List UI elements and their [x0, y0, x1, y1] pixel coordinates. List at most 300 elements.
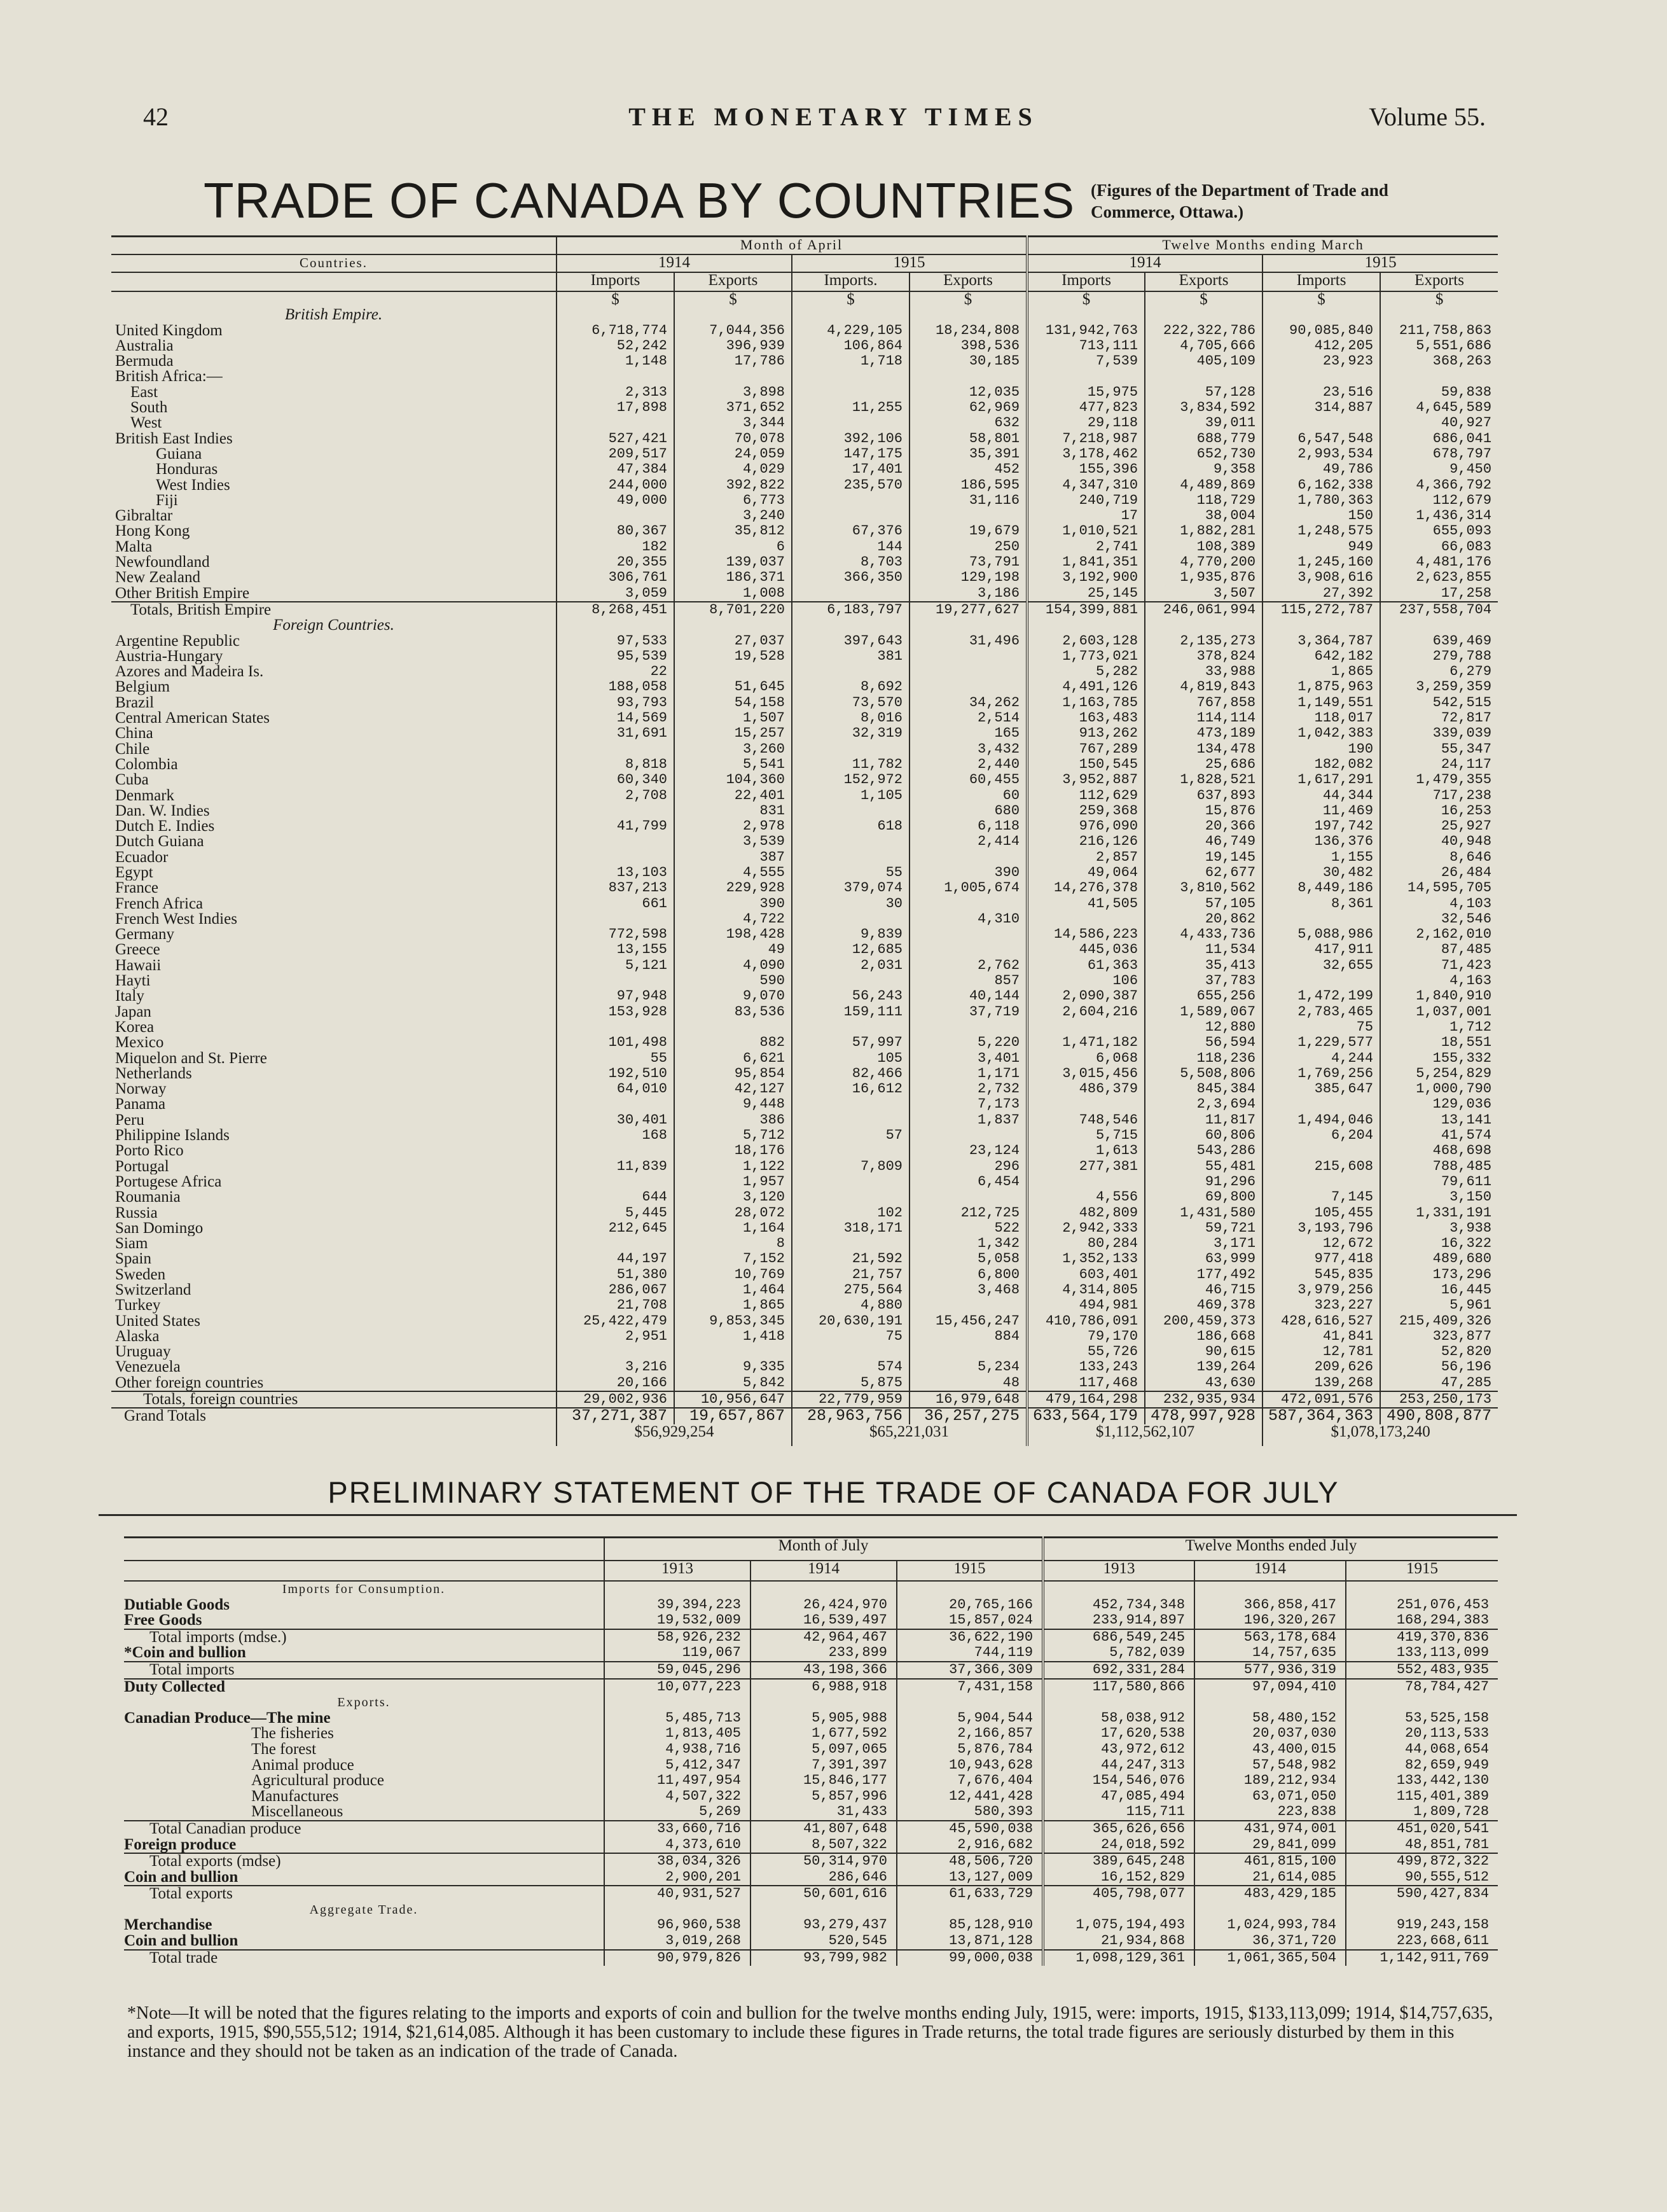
- value-cell: 55: [792, 865, 910, 880]
- value-cell: 40,948: [1380, 834, 1498, 849]
- value-cell: 7,044,356: [674, 323, 792, 338]
- value-cell: 767,858: [1145, 695, 1262, 711]
- section-row: [111, 618, 1498, 633]
- value-cell: 19,679: [910, 524, 1027, 539]
- value-cell: 655,093: [1380, 524, 1498, 539]
- value-cell: [910, 896, 1027, 912]
- country-name: Japan: [115, 1004, 151, 1020]
- value-cell: 57,105: [1145, 896, 1262, 912]
- value-cell: [1262, 369, 1380, 384]
- value-cell: 197,742: [1262, 819, 1380, 834]
- table-row: [111, 1344, 1498, 1360]
- value-cell: 1,010,521: [1027, 524, 1145, 539]
- value-cell: 29,841,099: [1194, 1837, 1346, 1854]
- value-cell: [674, 1344, 792, 1360]
- july-trade-table: [124, 1536, 1498, 1966]
- value-cell: 3,059: [557, 586, 674, 602]
- value-cell: 587,364,363: [1262, 1408, 1380, 1424]
- table-row: [111, 1128, 1498, 1143]
- value-cell: 139,037: [674, 555, 792, 570]
- value-cell: [910, 1190, 1027, 1205]
- table-row: [111, 323, 1498, 338]
- value-cell: 29,002,936: [557, 1391, 674, 1408]
- year-header: 1915: [792, 254, 1027, 272]
- value-cell: 55,726: [1027, 1344, 1145, 1360]
- value-cell: 16,322: [1380, 1236, 1498, 1251]
- value-cell: 286,646: [750, 1870, 897, 1886]
- value-cell: 379,074: [792, 880, 910, 896]
- value-cell: [792, 803, 910, 819]
- empty-cell: [1380, 618, 1498, 633]
- countries-header: [111, 237, 557, 255]
- value-cell: 246,061,994: [1145, 602, 1262, 618]
- value-cell: 5,058: [910, 1251, 1027, 1267]
- table-body: [111, 291, 1498, 1446]
- empty-cell: [1346, 1581, 1498, 1597]
- column-header: Imports: [1262, 272, 1380, 291]
- country-name: Roumania: [115, 1190, 181, 1206]
- value-cell: 61,633,729: [897, 1886, 1043, 1902]
- value-cell: 108,389: [1145, 539, 1262, 555]
- value-cell: 552,483,935: [1346, 1662, 1498, 1679]
- country-name: France: [115, 880, 159, 896]
- value-cell: 16,979,648: [910, 1391, 1027, 1408]
- value-cell: 314,887: [1262, 400, 1380, 415]
- country-name: Portugese Africa: [115, 1174, 222, 1190]
- value-cell: 5,269: [604, 1804, 750, 1821]
- value-cell: 5,875: [792, 1375, 910, 1391]
- value-cell: 188,058: [557, 679, 674, 695]
- value-cell: [557, 1020, 674, 1035]
- value-cell: 12,672: [1262, 1236, 1380, 1251]
- value-cell: 1,005,674: [910, 880, 1027, 896]
- running-header: [0, 102, 1667, 140]
- value-cell: 857: [910, 973, 1027, 989]
- empty-cell: [1043, 1902, 1194, 1918]
- value-cell: 131,942,763: [1027, 323, 1145, 338]
- value-cell: 95,854: [674, 1066, 792, 1082]
- value-cell: 36,371,720: [1194, 1933, 1346, 1950]
- value-cell: 2,135,273: [1145, 634, 1262, 649]
- value-cell: 1,164: [674, 1221, 792, 1236]
- table-row: [111, 354, 1498, 369]
- value-cell: 4,489,869: [1145, 478, 1262, 493]
- value-cell: 31,116: [910, 493, 1027, 508]
- value-cell: 1,037,001: [1380, 1005, 1498, 1020]
- value-cell: 6,118: [910, 819, 1027, 834]
- value-cell: 275,564: [792, 1283, 910, 1298]
- value-cell: 47,384: [557, 462, 674, 477]
- value-cell: 2,623,855: [1380, 570, 1498, 585]
- country-name: Dutch E. Indies: [115, 819, 215, 835]
- value-cell: 72,817: [1380, 711, 1498, 726]
- value-cell: 831: [674, 803, 792, 819]
- value-cell: [792, 1143, 910, 1158]
- value-cell: 20,355: [557, 555, 674, 570]
- empty-cell: [897, 1695, 1043, 1711]
- value-cell: 21,708: [557, 1298, 674, 1313]
- country-name: Argentine Republic: [115, 633, 240, 649]
- table-row: [111, 1082, 1498, 1097]
- value-cell: 445,036: [1027, 942, 1145, 957]
- value-cell: 494,981: [1027, 1298, 1145, 1313]
- table-row: [111, 742, 1498, 757]
- value-cell: 8,646: [1380, 850, 1498, 865]
- value-cell: 744,119: [897, 1645, 1043, 1662]
- value-cell: 2,604,216: [1027, 1005, 1145, 1020]
- value-cell: 603,401: [1027, 1267, 1145, 1283]
- currency-sign: $: [1380, 291, 1498, 307]
- value-cell: 17,401: [792, 462, 910, 477]
- value-cell: 845,384: [1145, 1082, 1262, 1097]
- value-cell: 13,141: [1380, 1113, 1498, 1128]
- value-cell: 12,441,428: [897, 1789, 1043, 1805]
- value-cell: 13,871,128: [897, 1933, 1043, 1950]
- value-cell: 44,068,654: [1346, 1742, 1498, 1758]
- value-cell: 251,076,453: [1346, 1597, 1498, 1613]
- country-name: Venezuela: [115, 1360, 181, 1375]
- value-cell: 4,090: [674, 958, 792, 973]
- value-cell: 692,331,284: [1043, 1662, 1194, 1679]
- country-name: French West Indies: [115, 911, 237, 928]
- column-header: Exports: [910, 272, 1027, 291]
- value-cell: 17,898: [557, 400, 674, 415]
- value-cell: 1,813,405: [604, 1726, 750, 1742]
- value-cell: [792, 1097, 910, 1112]
- value-cell: 1,105: [792, 788, 910, 803]
- table-row: [111, 1283, 1498, 1298]
- value-cell: 93,799,982: [750, 1950, 897, 1966]
- country-name: Dan. W. Indies: [115, 803, 210, 819]
- value-cell: 2,440: [910, 757, 1027, 772]
- value-cell: 686,549,245: [1043, 1629, 1194, 1646]
- value-cell: 23,516: [1262, 385, 1380, 400]
- value-cell: 20,630,191: [792, 1314, 910, 1329]
- value-cell: 41,807,648: [750, 1821, 897, 1837]
- row-label: Total imports (mdse.): [124, 1629, 604, 1646]
- row-label: Miscellaneous: [251, 1804, 343, 1821]
- value-cell: 9,335: [674, 1360, 792, 1375]
- table-row: [111, 1097, 1498, 1112]
- value-cell: 186,371: [674, 570, 792, 585]
- table-row: [124, 1711, 1498, 1727]
- value-cell: 60,806: [1145, 1128, 1262, 1143]
- value-cell: 47,285: [1380, 1375, 1498, 1391]
- empty-cell: [1346, 1695, 1498, 1711]
- value-cell: 4,163: [1380, 973, 1498, 989]
- value-cell: 396,939: [674, 338, 792, 354]
- value-cell: 11,534: [1145, 942, 1262, 957]
- value-cell: 4,029: [674, 462, 792, 477]
- value-cell: 5,220: [910, 1035, 1027, 1050]
- table-row: [124, 1679, 1498, 1695]
- value-cell: 378,824: [1145, 649, 1262, 664]
- section-heading: Imports for Consumption.: [282, 1582, 446, 1596]
- row-label: Coin and bullion: [124, 1869, 239, 1886]
- value-cell: 410,786,091: [1027, 1314, 1145, 1329]
- value-cell: 155,396: [1027, 462, 1145, 477]
- year-header: 1914: [557, 254, 792, 272]
- table-row: [111, 757, 1498, 772]
- value-cell: 11,817: [1145, 1113, 1262, 1128]
- country-name: San Domingo: [115, 1220, 204, 1237]
- value-cell: 5,445: [557, 1206, 674, 1221]
- table-row: [124, 1789, 1498, 1805]
- value-cell: 279,788: [1380, 649, 1498, 664]
- table-row: [111, 369, 1498, 384]
- value-cell: 69,800: [1145, 1190, 1262, 1205]
- value-cell: 21,614,085: [1194, 1870, 1346, 1886]
- value-cell: [792, 508, 910, 524]
- value-cell: 5,551,686: [1380, 338, 1498, 354]
- value-cell: 48,506,720: [897, 1853, 1043, 1870]
- value-cell: 4,507,322: [604, 1789, 750, 1805]
- value-cell: [910, 369, 1027, 384]
- currency-sign: $: [674, 291, 792, 307]
- table-row: [124, 1837, 1498, 1854]
- country-name: Panama: [115, 1097, 166, 1113]
- value-cell: 405,798,077: [1043, 1886, 1194, 1902]
- title-block: [204, 172, 1476, 242]
- value-cell: 8,703: [792, 555, 910, 570]
- value-cell: 2,090,387: [1027, 989, 1145, 1004]
- table-row: [111, 524, 1498, 539]
- value-cell: 192,510: [557, 1066, 674, 1082]
- country-name: Other British Empire: [115, 585, 250, 602]
- value-cell: 30,185: [910, 354, 1027, 369]
- value-cell: 134,478: [1145, 742, 1262, 757]
- value-cell: 4,103: [1380, 896, 1498, 912]
- value-cell: 1,718: [792, 354, 910, 369]
- value-cell: 412,205: [1262, 338, 1380, 354]
- value-cell: 27,037: [674, 634, 792, 649]
- value-cell: 5,857,996: [750, 1789, 897, 1805]
- value-cell: 25,145: [1027, 586, 1145, 602]
- value-cell: 39,394,223: [604, 1597, 750, 1613]
- value-cell: 520,545: [750, 1933, 897, 1950]
- value-cell: 212,645: [557, 1221, 674, 1236]
- value-cell: 2,951: [557, 1329, 674, 1344]
- row-label: Canadian Produce—The mine: [124, 1710, 331, 1727]
- country-name: Brazil: [115, 695, 155, 711]
- table-row: [111, 1267, 1498, 1283]
- value-cell: 6,183,797: [792, 602, 910, 618]
- value-cell: 4,819,843: [1145, 679, 1262, 695]
- value-cell: 2,708: [557, 788, 674, 803]
- value-cell: 4,366,792: [1380, 478, 1498, 493]
- empty-cell: [910, 618, 1027, 633]
- value-cell: 177,492: [1145, 1267, 1262, 1283]
- value-cell: 633,564,179: [1027, 1408, 1145, 1424]
- value-cell: 13,103: [557, 865, 674, 880]
- column-header: Exports: [1145, 272, 1262, 291]
- value-cell: 2,783,465: [1262, 1005, 1380, 1020]
- value-cell: 3,834,592: [1145, 400, 1262, 415]
- value-cell: 25,927: [1380, 819, 1498, 834]
- value-cell: 115,401,389: [1346, 1789, 1498, 1805]
- value-cell: 1,342: [910, 1236, 1027, 1251]
- value-cell: 8,016: [792, 711, 910, 726]
- value-cell: 499,872,322: [1346, 1853, 1498, 1870]
- value-cell: 1,431,580: [1145, 1206, 1262, 1221]
- value-cell: 580,393: [897, 1804, 1043, 1821]
- value-cell: 211,758,863: [1380, 323, 1498, 338]
- value-cell: 91,296: [1145, 1174, 1262, 1190]
- table-row: [111, 1314, 1498, 1329]
- value-cell: 30,482: [1262, 865, 1380, 880]
- value-cell: 6,279: [1380, 664, 1498, 679]
- value-cell: 105: [792, 1051, 910, 1066]
- value-cell: 468,698: [1380, 1143, 1498, 1158]
- value-cell: 58,926,232: [604, 1629, 750, 1646]
- table-row: [111, 539, 1498, 555]
- value-cell: 2,993,534: [1262, 447, 1380, 462]
- value-cell: 472,091,576: [1262, 1391, 1380, 1408]
- currency-sign: $: [1145, 291, 1262, 307]
- empty-cell: [1043, 1695, 1194, 1711]
- value-cell: 4,555: [674, 865, 792, 880]
- value-cell: 3,186: [910, 586, 1027, 602]
- value-cell: 2,162,010: [1380, 927, 1498, 942]
- value-cell: [1262, 1097, 1380, 1112]
- value-cell: 67,376: [792, 524, 910, 539]
- value-cell: 139,268: [1262, 1375, 1380, 1391]
- value-cell: [557, 803, 674, 819]
- value-cell: 80,367: [557, 524, 674, 539]
- table-row: [124, 1821, 1498, 1837]
- journal-title: THE MONETARY TIMES: [628, 102, 1039, 131]
- value-cell: 1,589,067: [1145, 1005, 1262, 1020]
- value-cell: 5,282: [1027, 664, 1145, 679]
- value-cell: 43,198,366: [750, 1662, 897, 1679]
- value-cell: 20,166: [557, 1375, 674, 1391]
- country-name: Italy: [115, 989, 144, 1005]
- value-cell: 3,344: [674, 415, 792, 431]
- value-cell: 35,391: [910, 447, 1027, 462]
- value-cell: 93,793: [557, 695, 674, 711]
- value-cell: [792, 742, 910, 757]
- table-row: [111, 1159, 1498, 1174]
- table-row: [111, 726, 1498, 741]
- value-cell: 37,366,309: [897, 1662, 1043, 1679]
- column-header: Exports: [1380, 272, 1498, 291]
- value-cell: [674, 1020, 792, 1035]
- value-cell: 6,204: [1262, 1128, 1380, 1143]
- value-cell: [792, 385, 910, 400]
- value-cell: 680: [910, 803, 1027, 819]
- column-header: Imports: [1027, 272, 1145, 291]
- value-cell: 8: [674, 1236, 792, 1251]
- section-row: [124, 1581, 1498, 1597]
- row-label: The forest: [251, 1741, 317, 1758]
- value-cell: 253,250,173: [1380, 1391, 1498, 1408]
- countries-header: [111, 272, 557, 291]
- value-cell: 913,262: [1027, 726, 1145, 741]
- value-cell: 97,094,410: [1194, 1679, 1346, 1695]
- value-cell: 3,120: [674, 1190, 792, 1205]
- value-cell: 43,400,015: [1194, 1742, 1346, 1758]
- value-cell: [792, 1190, 910, 1205]
- value-cell: 3,468: [910, 1283, 1027, 1298]
- value-cell: 73,791: [910, 555, 1027, 570]
- value-cell: 1,075,194,493: [1043, 1917, 1194, 1933]
- table-row: [111, 478, 1498, 493]
- value-cell: 788,485: [1380, 1159, 1498, 1174]
- currency-sign: $: [910, 291, 1027, 307]
- value-cell: 1,122: [674, 1159, 792, 1174]
- value-cell: [792, 1344, 910, 1360]
- value-cell: [557, 1344, 674, 1360]
- value-cell: 977,418: [1262, 1251, 1380, 1267]
- value-cell: 26,424,970: [750, 1597, 897, 1613]
- value-cell: 55,347: [1380, 742, 1498, 757]
- value-cell: 3,401: [910, 1051, 1027, 1066]
- value-cell: 1,780,363: [1262, 493, 1380, 508]
- value-cell: 4,645,589: [1380, 400, 1498, 415]
- value-cell: 71,423: [1380, 958, 1498, 973]
- value-cell: [792, 1113, 910, 1128]
- value-cell: 154,399,881: [1027, 602, 1145, 618]
- value-cell: 428,616,527: [1262, 1314, 1380, 1329]
- value-cell: 90,979,826: [604, 1950, 750, 1966]
- value-cell: 545,835: [1262, 1267, 1380, 1283]
- value-cell: 97,533: [557, 634, 674, 649]
- empty-cell: [557, 618, 674, 633]
- value-cell: 79,170: [1027, 1329, 1145, 1344]
- value-cell: 5,097,065: [750, 1742, 897, 1758]
- value-cell: 479,164,298: [1027, 1391, 1145, 1408]
- value-cell: 1,828,521: [1145, 772, 1262, 788]
- country-name: Switzerland: [115, 1283, 191, 1298]
- value-cell: 3,432: [910, 742, 1027, 757]
- value-cell: 1,617,291: [1262, 772, 1380, 788]
- value-cell: 2,514: [910, 711, 1027, 726]
- section-heading: Aggregate Trade.: [309, 1902, 418, 1917]
- empty-cell: [750, 1902, 897, 1918]
- table-row: [111, 493, 1498, 508]
- value-cell: 7,152: [674, 1251, 792, 1267]
- value-cell: 371,652: [674, 400, 792, 415]
- value-cell: 232,935,934: [1145, 1391, 1262, 1408]
- value-cell: 1,507: [674, 711, 792, 726]
- value-cell: 16,445: [1380, 1283, 1498, 1298]
- value-cell: 574: [792, 1360, 910, 1375]
- value-cell: 3,364,787: [1262, 634, 1380, 649]
- country-name: South: [130, 400, 168, 416]
- country-name: Mexico: [115, 1035, 164, 1051]
- value-cell: 405,109: [1145, 354, 1262, 369]
- value-cell: 3,193,796: [1262, 1221, 1380, 1236]
- empty-cell: [1043, 1581, 1194, 1597]
- value-cell: [557, 1236, 674, 1251]
- value-cell: 11,839: [557, 1159, 674, 1174]
- row-label: Merchandise: [124, 1917, 212, 1934]
- value-cell: 473,189: [1145, 726, 1262, 741]
- value-cell: 590: [674, 973, 792, 989]
- value-cell: 42,964,467: [750, 1629, 897, 1646]
- value-cell: [557, 1174, 674, 1190]
- country-name: Central American States: [115, 711, 270, 727]
- value-cell: 4,705,666: [1145, 338, 1262, 354]
- value-cell: 83,536: [674, 1005, 792, 1020]
- value-cell: 5,508,806: [1145, 1066, 1262, 1082]
- value-cell: 57: [792, 1128, 910, 1143]
- value-cell: 1,840,910: [1380, 989, 1498, 1004]
- value-cell: 212,725: [910, 1206, 1027, 1221]
- section-row: [124, 1695, 1498, 1711]
- value-cell: 522: [910, 1221, 1027, 1236]
- value-cell: 30: [792, 896, 910, 912]
